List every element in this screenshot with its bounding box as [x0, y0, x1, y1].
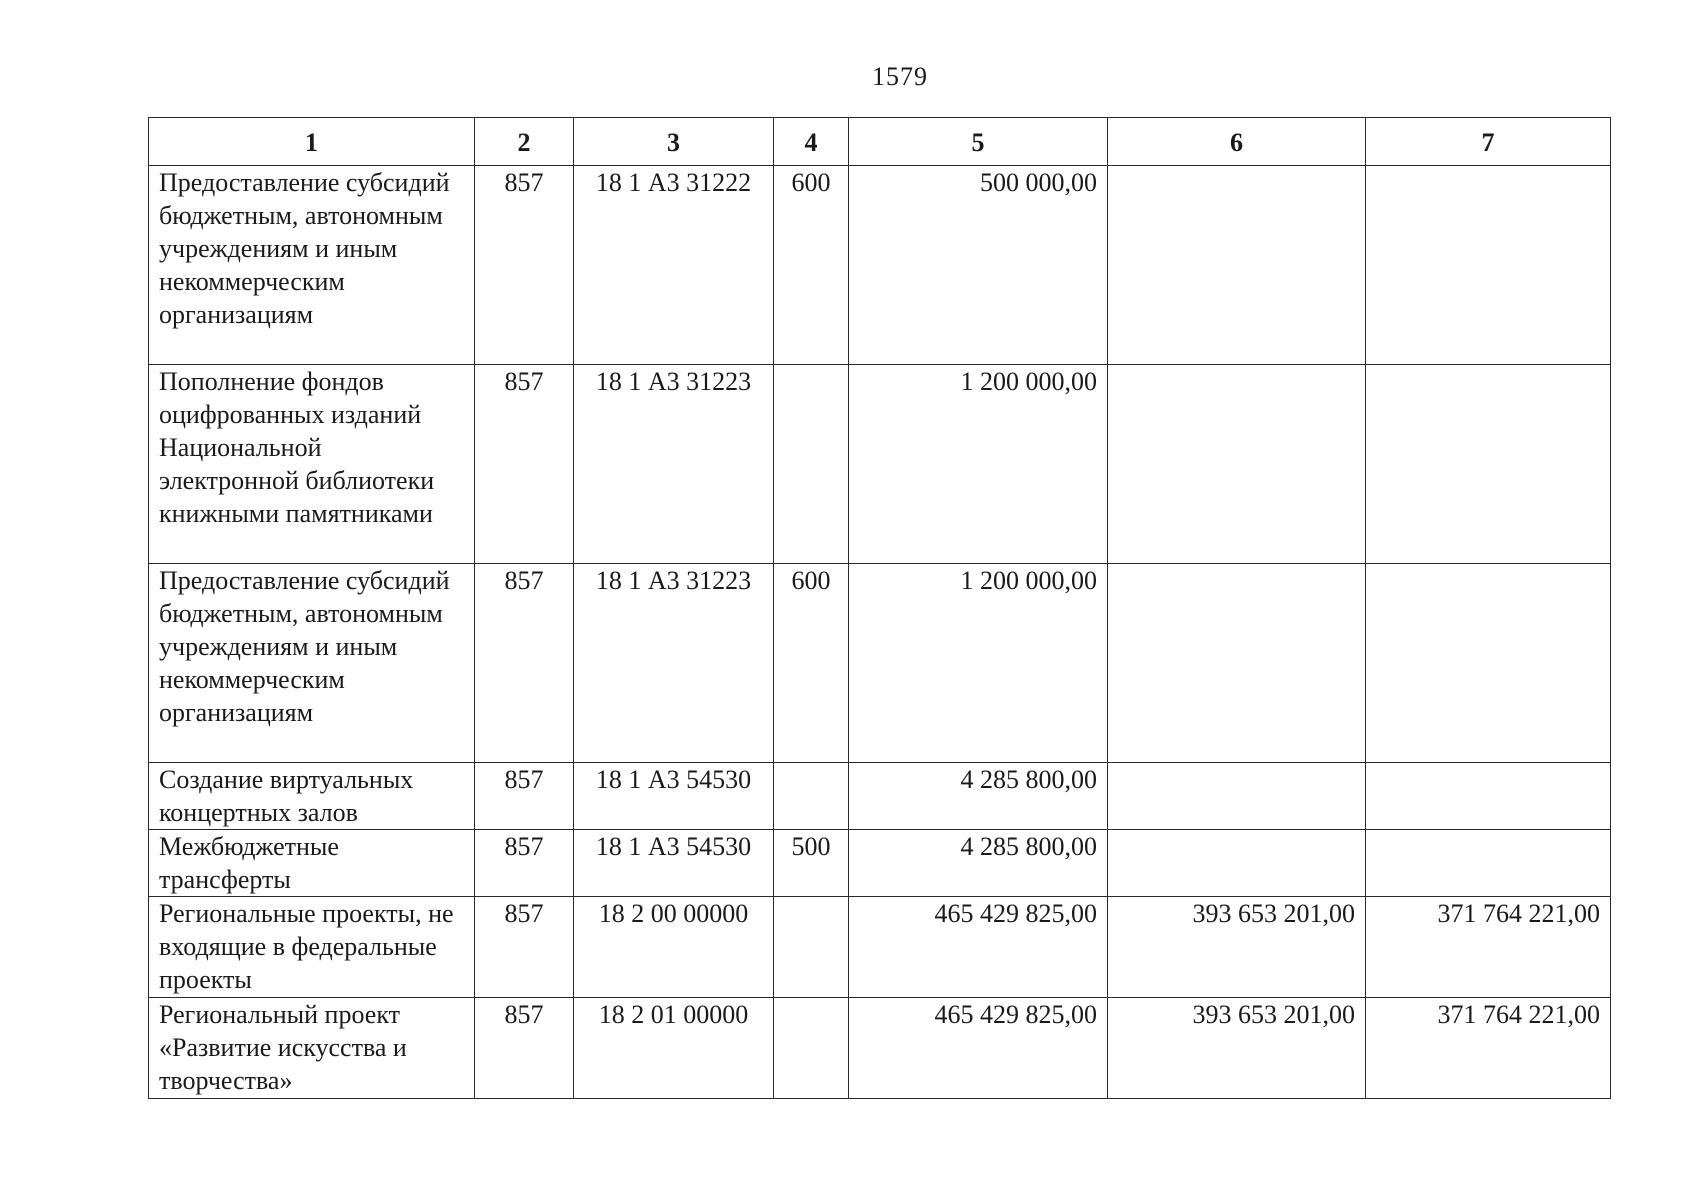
amount-col7-cell — [1366, 365, 1611, 564]
expense-type-cell: 600 — [774, 166, 849, 365]
target-article-cell: 18 1 А3 54530 — [574, 830, 774, 897]
amount-col7-cell — [1366, 830, 1611, 897]
amount-col5-cell: 465 429 825,00 — [849, 897, 1108, 998]
ministry-code-cell: 857 — [475, 166, 574, 365]
ministry-code-cell: 857 — [475, 897, 574, 998]
amount-col6-cell: 393 653 201,00 — [1108, 897, 1366, 998]
item-name-cell: Региональный проект «Развитие искусства и творчества» — [149, 998, 475, 1099]
item-name-cell: Межбюджетные трансферты — [149, 830, 475, 897]
header-cell-6: 6 — [1108, 118, 1366, 166]
target-article-cell: 18 2 00 00000 — [574, 897, 774, 998]
header-cell-4: 4 — [774, 118, 849, 166]
item-name-cell: Предоставление субсидий бюджетным, автономным учреждениям и иным некоммерческим организациям — [149, 166, 475, 365]
table-row — [149, 998, 1611, 1099]
table-row — [149, 830, 1611, 897]
target-article-cell: 18 2 01 00000 — [574, 998, 774, 1099]
amount-col5-cell: 1 200 000,00 — [849, 365, 1108, 564]
item-name-cell: Предоставление субсидий бюджетным, автономным учреждениям и иным некоммерческим организациям — [149, 564, 475, 763]
target-article-cell: 18 1 А3 31223 — [574, 365, 774, 564]
table-row — [149, 166, 1611, 365]
amount-col5-cell: 4 285 800,00 — [849, 830, 1108, 897]
table-row — [149, 763, 1611, 830]
table-row — [149, 564, 1611, 763]
ministry-code-cell: 857 — [475, 998, 574, 1099]
table-header — [149, 118, 1611, 166]
amount-col7-cell — [1366, 166, 1611, 365]
table-body — [149, 166, 1611, 1099]
page-number: 1579 — [872, 62, 928, 91]
budget-table — [148, 117, 1611, 1099]
amount-col6-cell: 393 653 201,00 — [1108, 998, 1366, 1099]
expense-type-cell — [774, 763, 849, 830]
header-cell-1: 1 — [149, 118, 475, 166]
amount-col7-cell — [1366, 763, 1611, 830]
amount-col6-cell — [1108, 830, 1366, 897]
amount-col6-cell — [1108, 564, 1366, 763]
amount-col7-cell: 371 764 221,00 — [1366, 998, 1611, 1099]
amount-col7-cell: 371 764 221,00 — [1366, 897, 1611, 998]
table-row — [149, 897, 1611, 998]
ministry-code-cell: 857 — [475, 830, 574, 897]
target-article-cell: 18 1 А3 54530 — [574, 763, 774, 830]
target-article-cell: 18 1 А3 31223 — [574, 564, 774, 763]
expense-type-cell — [774, 998, 849, 1099]
amount-col6-cell — [1108, 763, 1366, 830]
amount-col7-cell — [1366, 564, 1611, 763]
table-row — [149, 365, 1611, 564]
amount-col5-cell: 465 429 825,00 — [849, 998, 1108, 1099]
ministry-code-cell: 857 — [475, 564, 574, 763]
ministry-code-cell: 857 — [475, 365, 574, 564]
header-row — [149, 118, 1611, 166]
header-cell-2: 2 — [475, 118, 574, 166]
item-name-cell: Пополнение фондов оцифрованных изданий Национальной электронной библиотеки книжными памятниками — [149, 365, 475, 564]
amount-col6-cell — [1108, 166, 1366, 365]
header-cell-5: 5 — [849, 118, 1108, 166]
header-cell-3: 3 — [574, 118, 774, 166]
ministry-code-cell: 857 — [475, 763, 574, 830]
target-article-cell: 18 1 А3 31222 — [574, 166, 774, 365]
amount-col5-cell: 4 285 800,00 — [849, 763, 1108, 830]
expense-type-cell: 500 — [774, 830, 849, 897]
expense-type-cell — [774, 365, 849, 564]
amount-col5-cell: 500 000,00 — [849, 166, 1108, 365]
item-name-cell: Региональные проекты, не входящие в федеральные проекты — [149, 897, 475, 998]
expense-type-cell — [774, 897, 849, 998]
header-cell-7: 7 — [1366, 118, 1611, 166]
amount-col6-cell — [1108, 365, 1366, 564]
amount-col5-cell: 1 200 000,00 — [849, 564, 1108, 763]
expense-type-cell: 600 — [774, 564, 849, 763]
item-name-cell: Создание виртуальных концертных залов — [149, 763, 475, 830]
